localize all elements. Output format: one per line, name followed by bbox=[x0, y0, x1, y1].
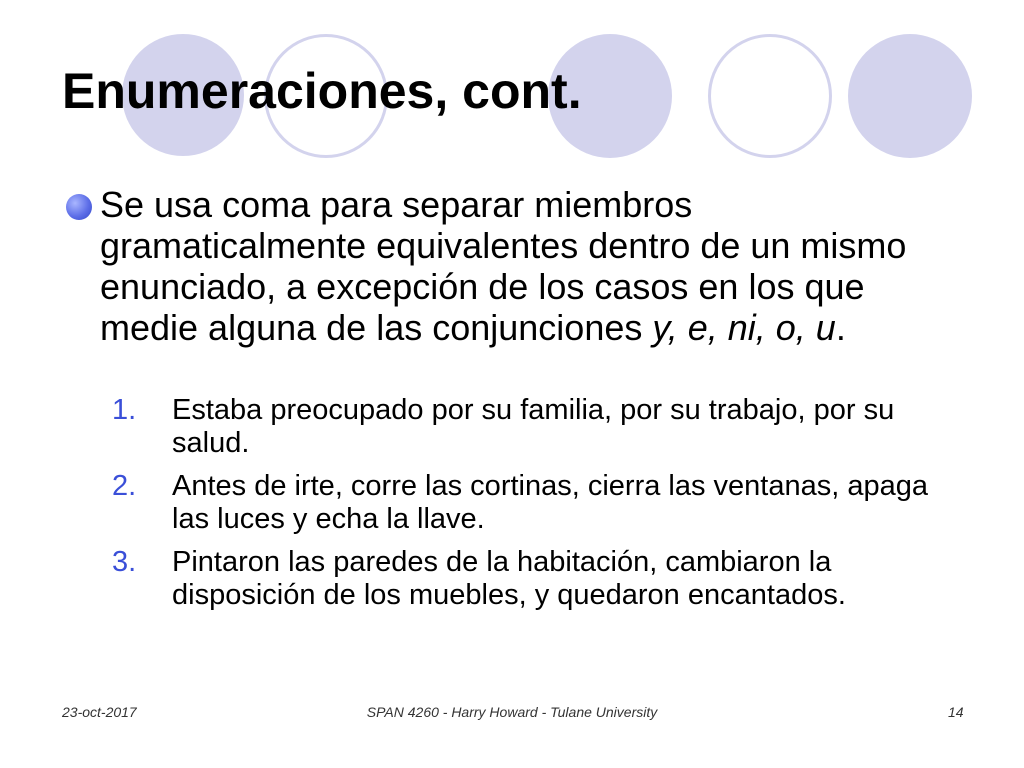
numbered-list bbox=[100, 394, 960, 622]
bullet-text bbox=[100, 184, 960, 348]
footer-course: SPAN 4260 - Harry Howard - Tulane University bbox=[366, 704, 658, 720]
list-item bbox=[100, 546, 960, 612]
list-number: 2. bbox=[112, 470, 137, 502]
footer-date: 23-oct-2017 bbox=[62, 704, 137, 720]
bullet-dot-icon bbox=[66, 194, 92, 220]
slide-title: Enumeraciones, cont. bbox=[62, 63, 582, 119]
bullet-text-suffix: . bbox=[835, 307, 846, 348]
list-item bbox=[100, 470, 960, 536]
bullet-text-prefix: Se usa coma para separar miembros gramaticalmente equivalentes dentro de un mismo enunciado, a excepción de los casos en los que medie alguna de las conjunciones bbox=[100, 184, 907, 348]
footer-page-number: 14 bbox=[948, 704, 964, 720]
list-number: 3. bbox=[112, 546, 137, 578]
decorative-circle bbox=[848, 34, 972, 158]
list-item-text: Antes de irte, corre las cortinas, cierra las ventanas, apaga las luces y echa la llave. bbox=[172, 470, 928, 535]
list-item bbox=[100, 394, 960, 460]
decorative-circle bbox=[708, 34, 832, 158]
bullet-text-conjunctions: y, e, ni, o, u bbox=[652, 307, 836, 348]
list-item-text: Pintaron las paredes de la habitación, cambiaron la disposición de los muebles, y quedaron encantados. bbox=[172, 546, 846, 611]
list-item-text: Estaba preocupado por su familia, por su trabajo, por su salud. bbox=[172, 394, 895, 459]
list-number: 1. bbox=[112, 394, 137, 426]
